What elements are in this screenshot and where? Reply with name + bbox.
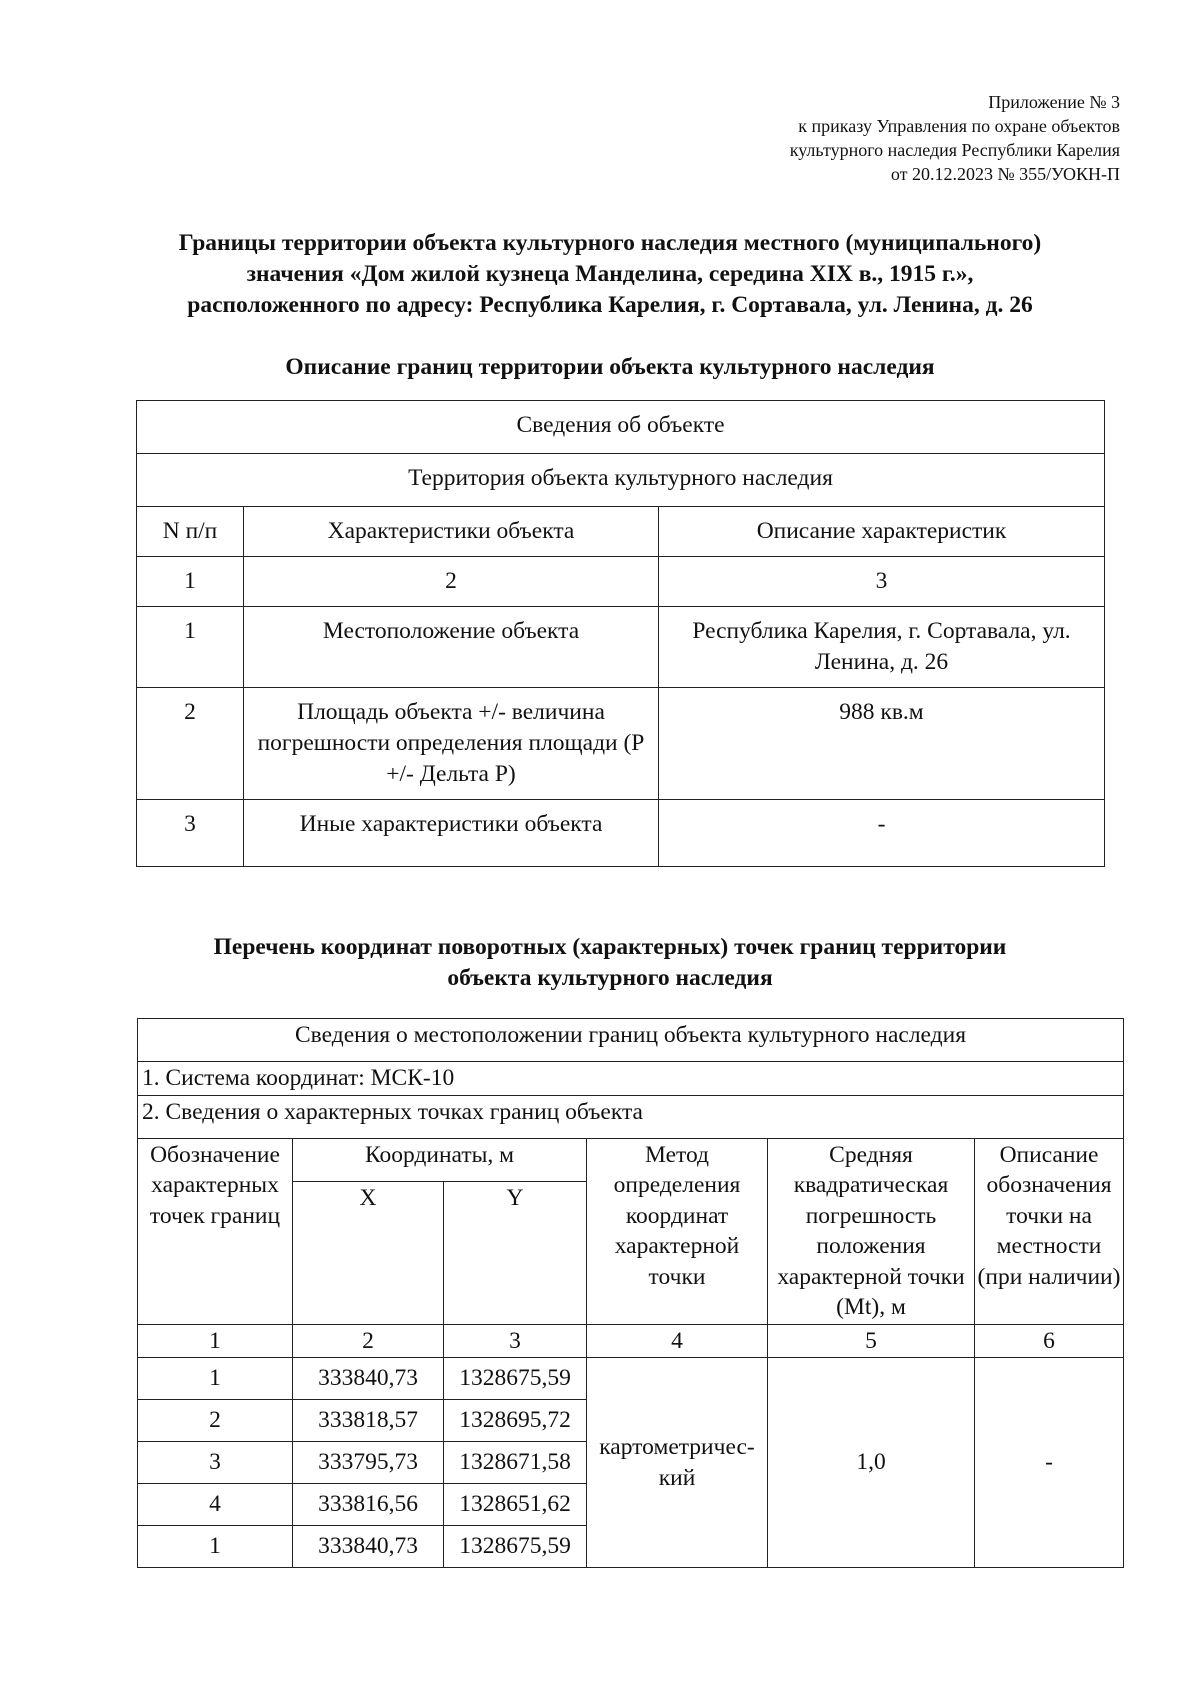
table-row [137,688,1105,800]
coords-title-line: объекта культурного наследия [447,965,773,991]
column-header: Описание характеристик [659,507,1105,557]
column-number: 6 [975,1324,1124,1358]
point-id: 1 [138,1526,293,1568]
appendix-note [600,90,1120,186]
appendix-line: Приложение № 3 [988,92,1120,112]
column-header: Метод определения координат характерной точки [587,1138,768,1324]
section-title: Описание границ территории объекта культурного наследия [285,354,935,380]
column-number: 5 [768,1324,975,1358]
point-y: 1328695,72 [444,1400,587,1442]
point-x: 333840,73 [293,1358,444,1400]
column-number: 2 [244,557,659,607]
column-number: 1 [138,1324,293,1358]
column-header: Характеристики объекта [244,507,659,557]
table-row [138,1358,1124,1400]
table-header: Сведения об объекте [137,401,1105,454]
coords-title-line: Перечень координат поворотных (характерных) точек границ территории [213,934,1007,960]
column-number: 4 [587,1324,768,1358]
row-characteristic: Иные характеристики объекта [244,800,659,867]
column-number: 2 [293,1324,444,1358]
table-header: Территория объекта культурного наследия [137,454,1105,507]
point-y: 1328675,59 [444,1526,587,1568]
document-title [120,228,1100,321]
column-header: N п/п [137,507,244,557]
appendix-line: к приказу Управления по охране объектов [798,116,1120,136]
method-cell: картометричес-кий [587,1358,768,1568]
coordinate-system: 1. Система координат: МСК-10 [138,1062,1124,1096]
row-number: 3 [137,800,244,867]
coordinates-table [137,1018,1124,1568]
point-x: 333795,73 [293,1442,444,1484]
point-id: 3 [138,1442,293,1484]
column-number: 1 [137,557,244,607]
error-cell: 1,0 [768,1358,975,1568]
table-header: Сведения о местоположении границ объекта культурного наследия [138,1019,1124,1062]
column-header: Координаты, м [293,1138,587,1181]
row-characteristic: Площадь объекта +/- величина погрешности определения площади (P +/- Дельта P) [244,688,659,800]
point-id: 4 [138,1484,293,1526]
column-header: Средняя квадратическая погрешность положения характерной точки (Mt), м [768,1138,975,1324]
row-description: Республика Карелия, г. Сортавала, ул. Ленина, д. 26 [659,607,1105,688]
column-number: 3 [444,1324,587,1358]
point-x: 333818,57 [293,1400,444,1442]
title-line: значения «Дом жилой кузнеца Манделина, середина XIX в., 1915 г.», [246,261,974,287]
row-number: 1 [137,607,244,688]
point-description-cell: - [975,1358,1124,1568]
column-header-y: Y [444,1181,587,1324]
column-header: Описание обозначения точки на местности (при наличии) [975,1138,1124,1324]
row-characteristic: Местоположение объекта [244,607,659,688]
column-number: 3 [659,557,1105,607]
title-line: расположенного по адресу: Республика Карелия, г. Сортавала, ул. Ленина, д. 26 [187,292,1033,318]
row-number: 2 [137,688,244,800]
point-y: 1328651,62 [444,1484,587,1526]
appendix-line: от 20.12.2023 № 355/УОКН-П [890,164,1120,184]
appendix-line: культурного наследия Республики Карелия [789,140,1120,160]
table-row [137,800,1105,867]
point-id: 2 [138,1400,293,1442]
points-header: 2. Сведения о характерных точках границ объекта [138,1095,1124,1138]
point-x: 333816,56 [293,1484,444,1526]
point-x: 333840,73 [293,1526,444,1568]
row-description: 988 кв.м [659,688,1105,800]
object-info-table [136,400,1105,867]
row-description: - [659,800,1105,867]
point-y: 1328671,58 [444,1442,587,1484]
title-line: Границы территории объекта культурного наследия местного (муниципального) [178,230,1042,256]
point-y: 1328675,59 [444,1358,587,1400]
column-header-x: X [293,1181,444,1324]
table-row [137,607,1105,688]
coords-section-title [120,932,1100,994]
column-header: Обозначение характерных точек границ [138,1138,293,1324]
point-id: 1 [138,1358,293,1400]
